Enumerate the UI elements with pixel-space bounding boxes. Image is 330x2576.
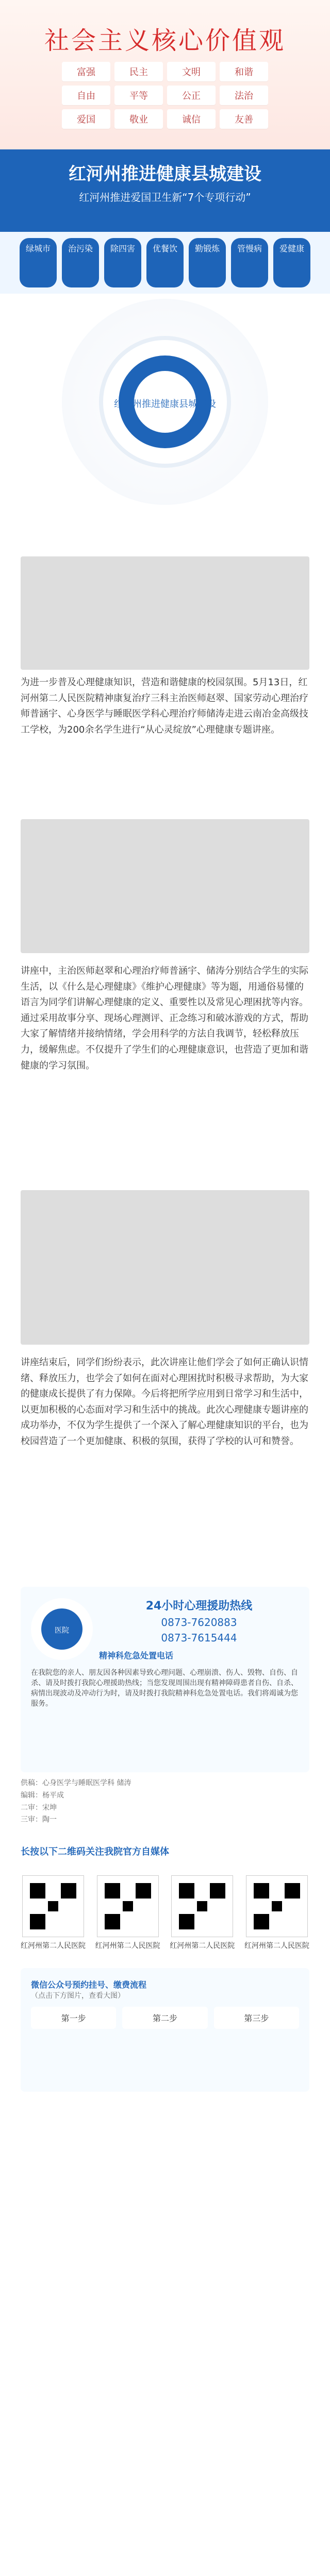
hotline-title: 24小时心理援助热线 — [145, 1600, 253, 1613]
value-item: 敬业 — [114, 109, 163, 129]
qr-douyin-label: 红河州第二人民医院 — [244, 1942, 309, 1950]
qr-icon — [102, 1880, 154, 1932]
hospital-emblem — [31, 1598, 93, 1660]
header-title: 红河州推进健康县城建设 — [69, 164, 261, 184]
qr-row — [21, 1875, 309, 1958]
credit-4: 三审：陶一 — [21, 1816, 57, 1824]
value-item: 公正 — [167, 86, 216, 105]
qr-wx-label: 红河州第二人民医院 — [170, 1942, 235, 1950]
hotline-note: 在我院您的亲人、朋友因各种因素导致心理问题、心理崩溃、伤人、毁物、自伤、自杀、请及时拨打我院心理援助热线；当您发现周围出现有精神障碍患者自伤、自杀、病情出现波动及冲动行为时，请及时拨打我院精神科危急处置电话。我们将竭诚为您服务。 — [31, 1669, 298, 1708]
service-title: 微信公众号预约挂号、缴费流程 — [31, 1980, 147, 1990]
service-steps — [31, 2007, 299, 2029]
qr-icon — [176, 1880, 228, 1932]
emblem-icon — [39, 1606, 85, 1652]
credits — [21, 1777, 309, 1839]
service-step[interactable]: 第三步 — [214, 2007, 299, 2029]
article-intro — [21, 675, 309, 809]
service-subtitle: （点击下方图片，查看大图） — [31, 1992, 125, 2000]
value-item: 民主 — [114, 62, 163, 81]
value-item: 自由 — [62, 86, 110, 105]
header-strip — [0, 149, 330, 232]
qr-weibo[interactable] — [95, 1875, 160, 1958]
value-item: 友善 — [220, 109, 268, 129]
tag-item: 勤锻炼 — [189, 238, 226, 287]
credit-1: 供稿：心身医学与睡眠医学科 储涛 — [21, 1779, 131, 1787]
tag-item: 优餐饮 — [146, 238, 184, 287]
tag-item: 绿城市 — [20, 238, 57, 287]
svg-text:医院: 医院 — [55, 1626, 69, 1635]
hotline-box — [21, 1587, 309, 1772]
qr-wechat-qr[interactable] — [22, 1875, 84, 1937]
center-logo — [62, 299, 268, 505]
article-conclusion-text: 讲座结束后，同学们纷纷表示，此次讲座让他们学会了如何正确认识情绪、释放压力，也学会了如何在面对心理困扰时积极寻求帮助，为大家的健康成长提供了有力保障。今后将把所学应用到日常学习和生活中，以更加积极的心态面对学习和生活中的挑战。此次心理健康专题讲座的成功举办，不仅为学生提供了一个深入了解心理健康知识的平台，也为校园营造了一个更加健康、积极的氛围，获得了学校的认可和赞誉。 — [21, 1357, 308, 1447]
article-details-text: 讲座中，主治医师赵翠和心理治疗师普涵宇、储涛分别结合学生的实际生活，以《什么是心理健康》《维护心理健康》等为题，用通俗易懂的语言为同学们讲解心理健康的定义、重要性以及常见心理困扰等内容。通过采用故事分享、现场心理测评、正念练习和破冰游戏的方式，帮助大家了解情绪并接纳情绪，学会用科学的方法自我调节，轻松释放压力，缓解焦虑。不仅提升了学生们的心理健康意识，也营造了更加和谐健康的学习氛围。 — [21, 965, 308, 1071]
credit-2: 编辑：杨平成 — [21, 1791, 64, 1800]
tag-item: 爱健康 — [273, 238, 310, 287]
qr-wx[interactable] — [170, 1875, 235, 1958]
qr-wechat[interactable] — [21, 1875, 86, 1958]
hotline-phone-1[interactable]: 0873-7620883 — [161, 1616, 237, 1629]
service-box — [21, 1968, 309, 2092]
logo-inner — [103, 340, 227, 464]
tag-item: 除四害 — [104, 238, 141, 287]
qr-douyin-qr[interactable] — [246, 1875, 308, 1937]
value-item: 爱国 — [62, 109, 110, 129]
qr-wx-qr[interactable] — [171, 1875, 233, 1937]
article-details — [21, 963, 309, 1180]
follow-label: 长按以下二维码关注我院官方自媒体 — [21, 1846, 169, 1857]
hotline-phone-2[interactable]: 0873-7615444 — [161, 1632, 237, 1644]
tag-item: 管慢病 — [231, 238, 268, 287]
value-item: 富强 — [62, 62, 110, 81]
values-grid — [62, 62, 268, 124]
photo-1 — [21, 556, 309, 670]
value-item: 平等 — [114, 86, 163, 105]
service-step[interactable]: 第一步 — [31, 2007, 116, 2029]
credit-3: 二审：宋坤 — [21, 1803, 57, 1812]
tag-list — [0, 232, 330, 294]
article-conclusion — [21, 1355, 309, 1571]
article-intro-text: 为进一步普及心理健康知识，营造和谐健康的校园氛围。5月13日，红河州第二人民医院精神康复治疗三科主治医师赵翠、国家劳动心理治疗师普涵宇、心身医学与睡眠医学科心理治疗师储涛走进云南冶金高级技工学校，为200余名学生进行“从心灵绽放”心理健康专题讲座。 — [21, 677, 308, 735]
qr-icon — [27, 1880, 79, 1932]
qr-douyin[interactable] — [244, 1875, 309, 1958]
hotline-subtitle: 精神科危急处置电话 — [99, 1651, 174, 1660]
value-item: 法治 — [220, 86, 268, 105]
photo-2 — [21, 819, 309, 953]
value-item: 文明 — [167, 62, 216, 81]
qr-weibo-qr[interactable] — [97, 1875, 159, 1937]
logo-text: 红河州推进健康县城建设 — [114, 399, 216, 410]
header-subtitle: 红河州推进爱国卫生新“7个专项行动” — [79, 191, 251, 204]
service-step[interactable]: 第二步 — [122, 2007, 207, 2029]
qr-icon — [251, 1880, 303, 1932]
photo-3 — [21, 1190, 309, 1345]
qr-weibo-label: 红河州第二人民医院 — [95, 1942, 160, 1950]
value-item: 诚信 — [167, 109, 216, 129]
value-item: 和谐 — [220, 62, 268, 81]
qr-wechat-label: 红河州第二人民医院 — [21, 1942, 86, 1950]
logo-icon — [113, 350, 217, 453]
slogan: 社会主义核心价值观 — [44, 26, 286, 55]
top-banner — [0, 0, 330, 149]
tag-item: 治污染 — [62, 238, 99, 287]
